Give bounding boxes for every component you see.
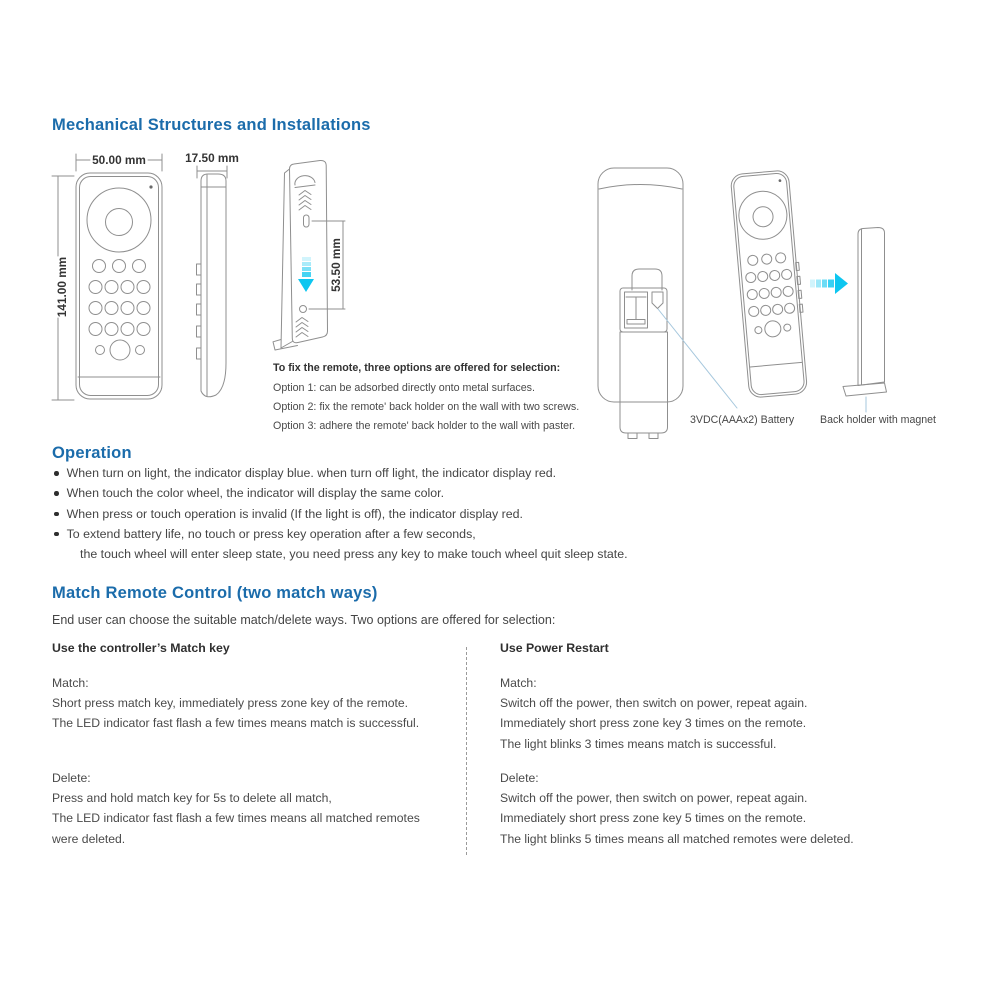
operation-bullet-text: To extend battery life, no touch or press key operation after a few seconds, (66, 526, 476, 541)
delete-line: Immediately short press zone key 5 times on the remote. (500, 811, 807, 826)
operation-bullet (54, 504, 734, 524)
delete-line: Press and hold match key for 5s to delete all match, (52, 791, 332, 806)
battery-compartment (620, 288, 667, 332)
battery-label: 3VDC(AAAx2) Battery (690, 414, 795, 426)
section-title-operation: Operation (52, 444, 132, 462)
fix-option-1: Option 1: can be adsorbed directly onto metal surfaces. (273, 382, 535, 394)
bullet-dot-icon (54, 471, 59, 476)
screw-hole (300, 306, 307, 313)
operation-bullet-text: When turn on light, the indicator display blue. when turn off light, the indicator display red. (66, 466, 557, 480)
holder-label: Back holder with magnet (820, 414, 937, 426)
delete-label: Delete: (52, 771, 91, 785)
delete-line: The light blinks 5 times means all matched remotes were deleted. (500, 831, 854, 846)
column-divider (466, 647, 467, 855)
battery-cover (620, 332, 668, 433)
remote-front-tilted-drawing (730, 170, 810, 398)
delete-label: Delete: (500, 771, 539, 785)
remote-side-drawing (185, 151, 239, 397)
column-heading: Use the controller’s Match key (52, 641, 230, 655)
match-block (52, 673, 419, 734)
match-column-power-restart (500, 641, 950, 846)
delete-line: Switch off the power, then switch on power, repeat again. (500, 791, 808, 806)
fix-option-3: Option 3: adhere the remote' back holder to the wall with paster. (273, 420, 576, 432)
section-title-match: Match Remote Control (two match ways) (52, 584, 378, 602)
bullet-dot-icon (54, 491, 59, 496)
remote-front-drawing (52, 153, 162, 400)
match-line: Immediately short press zone key 3 times on the remote. (500, 716, 807, 731)
match-label: Match: (500, 676, 537, 690)
match-intro: End user can choose the suitable match/delete ways. Two options are offered for selection: (52, 613, 556, 627)
back-holder-drawing (273, 160, 345, 350)
side-buttons (197, 264, 202, 359)
match-column-controller-key (52, 641, 457, 846)
column-heading: Use Power Restart (500, 641, 609, 655)
attach-arrow-icon (810, 273, 848, 294)
spring-clip-bottom (296, 318, 308, 338)
fix-note-intro: To fix the remote, three options are offered for selection: (273, 362, 561, 374)
operation-list (54, 463, 734, 564)
dimension-hole-pitch-label: 53.50 mm (329, 238, 343, 292)
delete-line: were deleted. (52, 831, 126, 846)
bullet-dot-icon (54, 512, 59, 517)
dimension-width (76, 153, 162, 171)
section-title-mechanical: Mechanical Structures and Installations (52, 116, 371, 134)
match-line: The light blinks 3 times means match is successful. (500, 736, 777, 751)
remote-back-battery-drawing (598, 168, 795, 439)
operation-bullet (54, 463, 734, 483)
battery-latch (632, 269, 662, 290)
match-line: Short press match key, immediately press zone key of the remote. (52, 696, 409, 711)
indicator-led-dot (149, 185, 152, 188)
match-line: Switch off the power, then switch on power, repeat again. (500, 696, 808, 711)
dimension-height-label: 141.00 mm (55, 256, 69, 318)
battery-contact (626, 297, 646, 324)
operation-bullet-text: When touch the color wheel, the indicator will display the same color. (66, 486, 445, 501)
bullet-dot-icon (54, 532, 59, 537)
dimension-depth-label: 17.50 mm (185, 151, 239, 165)
magnet-holder-drawing (820, 228, 936, 427)
match-line: The LED indicator fast flash a few times means match is successful. (52, 716, 420, 731)
dimension-height (52, 176, 74, 400)
delete-block (52, 768, 420, 849)
match-block (500, 673, 807, 754)
battery-leader-line (658, 309, 737, 408)
keyhole-slot (304, 215, 310, 227)
match-label: Match: (52, 676, 89, 690)
fix-note (273, 362, 613, 436)
fix-option-2: Option 2: fix the remote' back holder on the wall with two screws. (273, 401, 580, 413)
color-wheel (87, 188, 151, 252)
operation-bullet (54, 524, 734, 544)
operation-bullet-continuation: the touch wheel will enter sleep state, you need press any key to make touch wheel quit sleep state. (80, 547, 628, 562)
delete-block (500, 768, 854, 849)
operation-bullet-text: When press or touch operation is invalid (If the light is off), the indicator display red. (66, 506, 523, 521)
operation-bullet (54, 483, 734, 503)
slide-down-arrow-icon (298, 257, 314, 292)
delete-line: The LED indicator fast flash a few times means all matched remotes (52, 811, 420, 826)
button-grid (89, 260, 150, 361)
dimension-width-label: 50.00 mm (92, 153, 146, 167)
spring-clip-top (299, 191, 311, 211)
hanger-slot (295, 176, 315, 188)
